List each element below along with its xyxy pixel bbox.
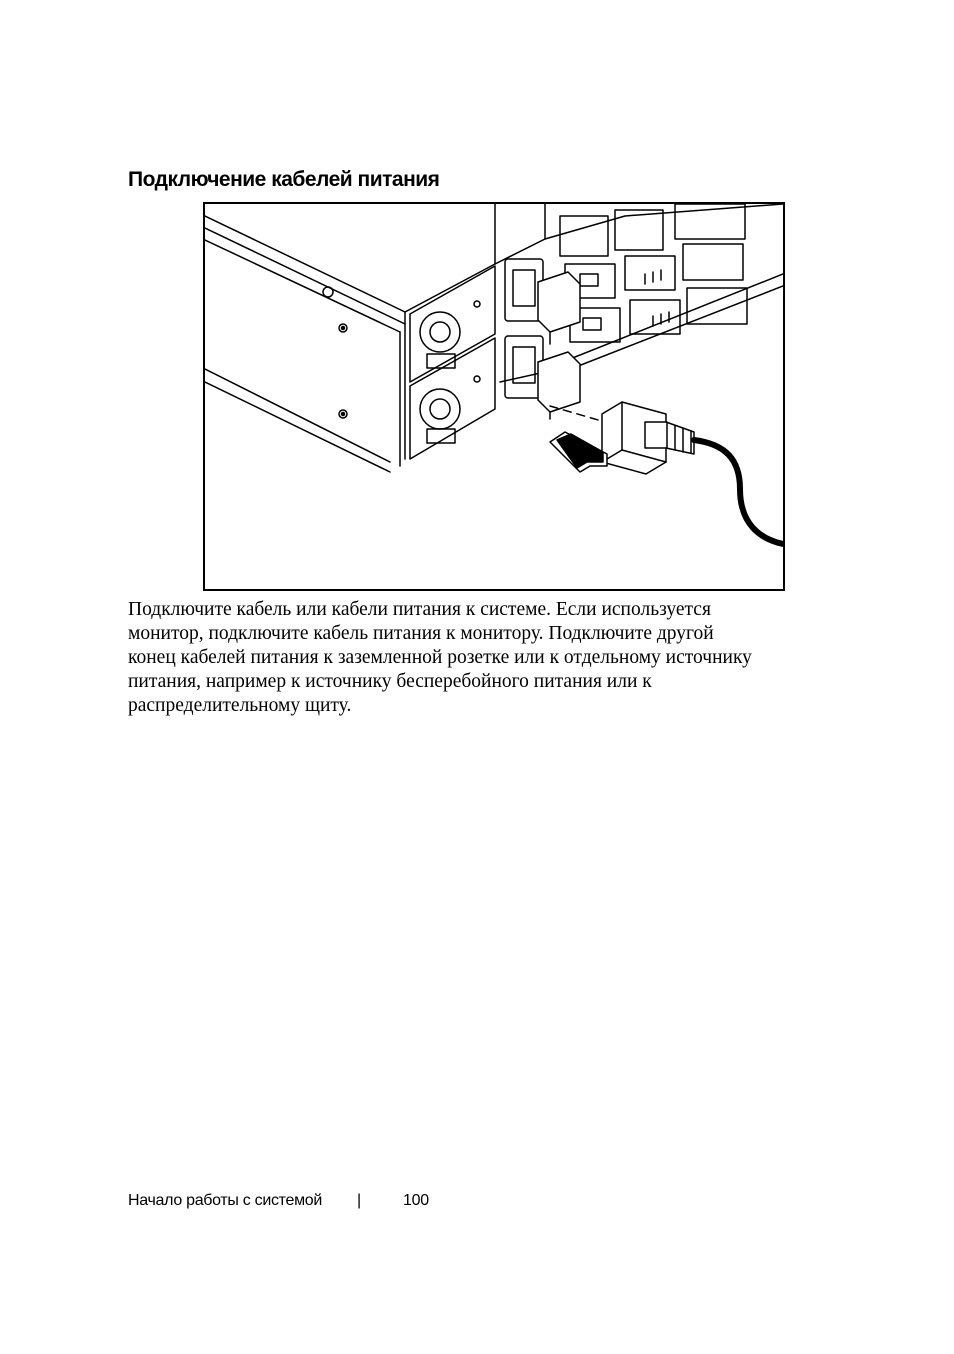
section-heading: Подключение кабелей питания	[128, 168, 440, 191]
paragraph-line: Подключите кабель или кабели питания к системе. Если используется	[128, 599, 711, 620]
paragraph-line: питания, например к источнику бесперебойного питания или к	[128, 671, 652, 692]
power-connector	[538, 272, 580, 419]
body-paragraph	[128, 598, 868, 718]
power-supply-unit	[410, 259, 543, 459]
paragraph-line: распределительному щиту.	[128, 695, 352, 716]
paragraph-line: монитор, подключите кабель питания к монитору. Подключите другой	[128, 623, 714, 644]
footer-chapter-title: Начало работы с системой	[128, 1192, 323, 1209]
insert-arrow-icon	[550, 432, 607, 472]
footer-separator: |	[357, 1192, 361, 1209]
paragraph-line: конец кабелей питания к заземленной розетке или к отдельному источнику	[128, 647, 752, 668]
power-plug	[602, 402, 783, 544]
page-number: 100	[403, 1192, 429, 1209]
page-footer	[0, 1192, 954, 1214]
figure-power-cable-connection	[203, 202, 785, 591]
